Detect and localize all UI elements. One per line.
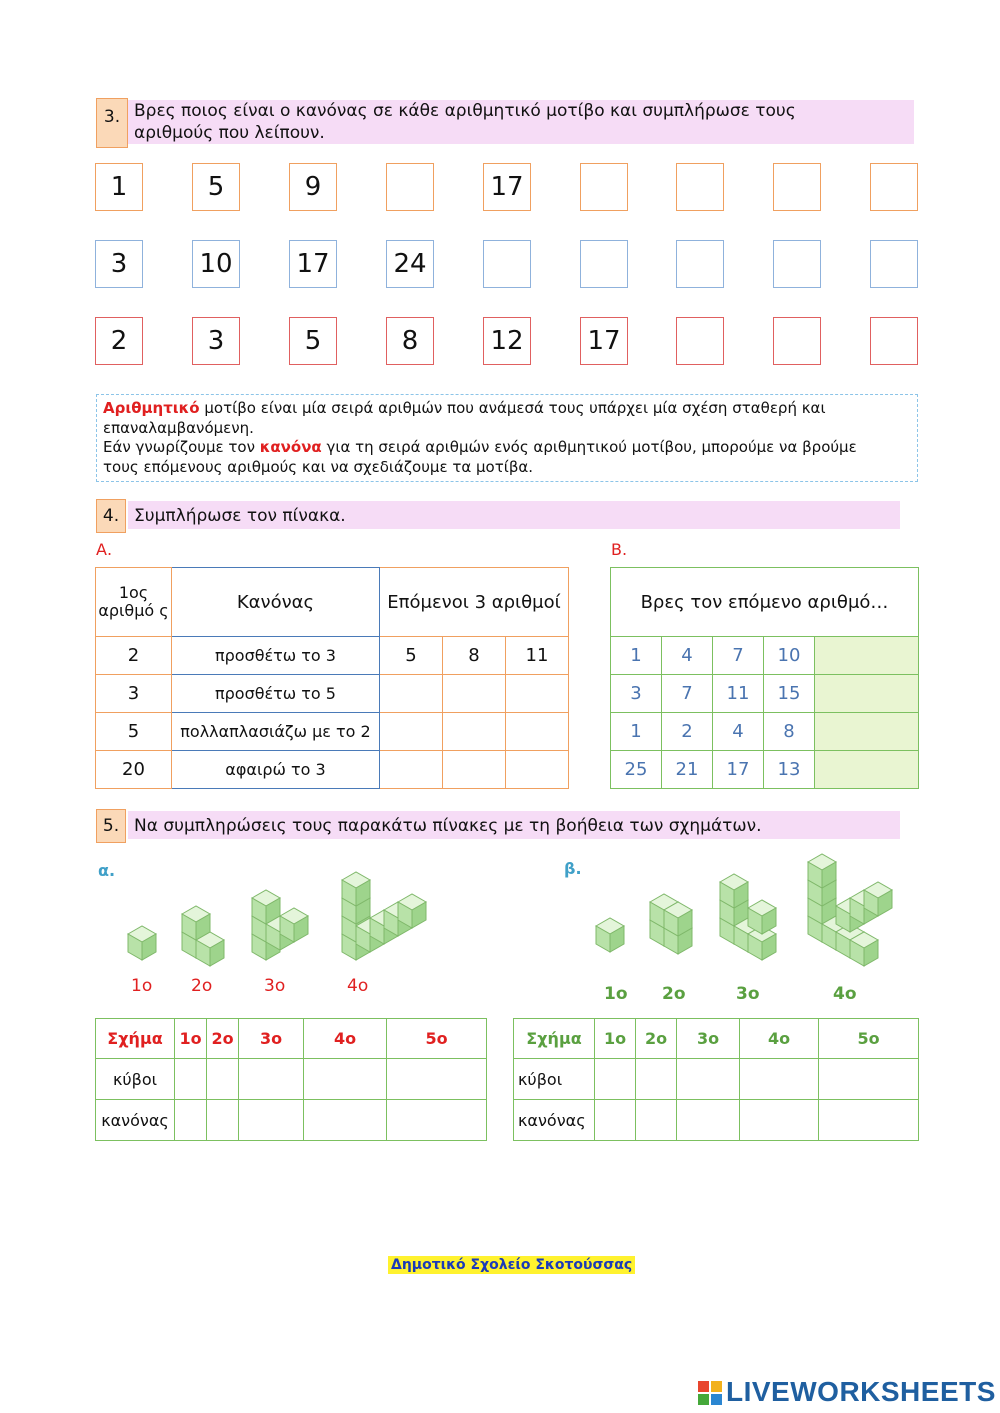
answer-cell[interactable] [595,1059,636,1100]
sequence-number: 8 [764,713,815,751]
answer-input[interactable] [871,241,917,287]
figure-label: 1ο [131,976,153,996]
cube-shape [280,908,308,942]
sequence-number: 7 [662,675,713,713]
definition-line-4: τους επόμενους αριθμούς και να σχεδιάζουμε τα μοτίβα. [103,457,534,476]
row-label-cubes: κύβοι [96,1059,175,1100]
row-label-rule: κανόνας [96,1100,175,1141]
ex4-title: Συμπλήρωσε τον πίνακα. [134,506,346,526]
answer-cell[interactable] [304,1059,387,1100]
answer-input[interactable] [774,241,820,287]
figure-label: 2ο [662,984,686,1004]
answer-box[interactable] [483,240,531,288]
number-box: 3 [95,240,143,288]
figure-label: 4ο [347,976,369,996]
number-box: 5 [192,163,240,211]
header-fig: 2ο [207,1019,239,1059]
ex3-instruction-line1: Βρες ποιος είναι ο κανόνας σε κάθε αριθμητικό μοτίβο και συμπλήρωσε τους [134,101,796,121]
number-box: 2 [95,317,143,365]
answer-box[interactable] [676,317,724,365]
rule-text: πολλαπλασιάζω με το 2 [172,713,380,751]
answer-cell[interactable] [819,1100,919,1141]
sequence-number: 1 [611,637,662,675]
sequence-number: 7 [713,637,764,675]
answer-cell[interactable] [239,1059,304,1100]
brand-wordmark[interactable]: LIVEWORKSHEETS [726,1376,996,1407]
number-box: 9 [289,163,337,211]
definition-line-2: επαναλαμβανόμενη. [103,418,254,437]
figure-label: 3ο [736,984,760,1004]
answer-cell[interactable] [443,751,506,789]
table-a-label: Α. [96,540,113,559]
cube-shape [850,932,878,966]
answer-cell[interactable] [815,675,919,713]
cube-shape [808,854,836,888]
number-box: 5 [289,317,337,365]
ex3-number: 3. [96,98,128,148]
answer-box[interactable] [870,240,918,288]
answer-cell[interactable] [636,1100,677,1141]
cube-shape [128,926,156,960]
sequence-number: 17 [713,751,764,789]
cube-shape [182,906,210,940]
answer-box[interactable] [773,163,821,211]
pattern-b-label: β. [564,859,582,878]
header-fig: 4ο [740,1019,819,1059]
sequence-number: 21 [662,751,713,789]
answer-cell[interactable] [506,751,569,789]
rule-table [95,567,569,789]
cube-figures-a [120,856,440,976]
cube-table-b [513,1018,919,1141]
definition-text: Εάν γνωρίζουμε τον [103,438,260,456]
sequence-number: 25 [611,751,662,789]
sequence-number: 1 [611,713,662,751]
cube-shape [398,894,426,928]
definition-text: μοτίβο είναι μία σειρά αριθμών που ανάμεσά τους υπάρχει μία σχέση σταθερή και [199,399,826,417]
keyword-rule: κανόνα [259,438,322,456]
answer-box[interactable] [773,317,821,365]
answer-box[interactable] [870,163,918,211]
answer-input[interactable] [677,318,723,364]
definition-line-1 [103,399,911,419]
answer-input[interactable] [581,241,627,287]
answer-cell[interactable] [380,713,443,751]
answer-cell[interactable] [387,1059,487,1100]
sequence-number: 2 [662,713,713,751]
answer-cell[interactable] [239,1100,304,1141]
answer-cell[interactable] [595,1100,636,1141]
cube-shape [864,882,892,916]
next-number-table [610,567,919,789]
cube-figures-b [590,848,910,984]
answer-cell[interactable] [207,1100,239,1141]
table-b-label: Β. [611,540,628,559]
header-fig: 4ο [304,1019,387,1059]
answer-cell[interactable] [740,1059,819,1100]
cube-table-a [95,1018,487,1141]
cube-shape [596,918,624,952]
header-fig: 2ο [636,1019,677,1059]
next-number-header: Βρες τον επόμενο αριθμό… [611,568,919,637]
number-box: 8 [386,317,434,365]
answer-input[interactable] [387,164,433,210]
figure-label: 4ο [833,984,857,1004]
answer-cell[interactable] [443,675,506,713]
header-next-numbers: Επόμενοι 3 αριθμοί [380,568,569,637]
rule-text: προσθέτω το 3 [172,637,380,675]
answer-cell[interactable] [304,1100,387,1141]
answer-cell[interactable] [815,751,919,789]
header-fig: 5ο [387,1019,487,1059]
number-box: 1 [95,163,143,211]
answer-cell[interactable] [506,675,569,713]
number-box: 10 [192,240,240,288]
answer-cell[interactable] [819,1059,919,1100]
answer-cell[interactable] [175,1100,207,1141]
answer-input[interactable] [677,164,723,210]
number-box: 17 [289,240,337,288]
rule-text: προσθέτω το 5 [172,675,380,713]
answer-cell[interactable] [380,675,443,713]
cube-shape [748,900,776,934]
header-fig: 3ο [677,1019,740,1059]
sequence-number: 3 [611,675,662,713]
figure-label: 2ο [191,976,213,996]
definition-box [96,394,918,482]
header-fig: 3ο [239,1019,304,1059]
answer-box[interactable] [676,163,724,211]
keyword-arithmetic: Αριθμητικό [103,399,200,417]
answer-cell[interactable] [677,1100,740,1141]
cube-shape [720,874,748,908]
number-box: 17 [483,163,531,211]
ex5-title: Να συμπληρώσεις τους παρακάτω πίνακες με τη βοήθεια των σχημάτων. [134,816,762,836]
first-number: 5 [96,713,172,751]
answer-cell[interactable] [207,1059,239,1100]
ex5-number: 5. [96,809,126,843]
header-fig: 1ο [595,1019,636,1059]
answer-cell[interactable] [506,713,569,751]
answer-box[interactable] [386,163,434,211]
sequence-number: 11 [713,675,764,713]
definition-text: για τη σειρά αριθμών ενός αριθμητικού μοτίβου, μπορούμε να βρούμε [321,438,857,456]
header-shape: Σχήμα [514,1019,595,1059]
cube-shape [342,872,370,906]
row-label-cubes: κύβοι [514,1059,595,1100]
header-fig: 1ο [175,1019,207,1059]
pattern-a-label: α. [98,861,116,880]
sequence-number: 10 [764,637,815,675]
answer-box[interactable] [580,163,628,211]
sequence-number: 13 [764,751,815,789]
next-number: 8 [443,637,506,675]
next-number: 11 [506,637,569,675]
answer-box[interactable] [676,240,724,288]
number-box: 3 [192,317,240,365]
rule-text: αφαιρώ το 3 [172,751,380,789]
answer-input[interactable] [871,318,917,364]
answer-cell[interactable] [443,713,506,751]
first-number: 20 [96,751,172,789]
answer-box[interactable] [773,240,821,288]
ex3-instruction-line2: αριθμούς που λείπουν. [134,123,325,143]
figure-label: 3ο [264,976,286,996]
header-shape: Σχήμα [96,1019,175,1059]
number-box: 24 [386,240,434,288]
answer-box[interactable] [870,317,918,365]
sequence-number: 4 [662,637,713,675]
answer-cell[interactable] [815,637,919,675]
figure-label: 1ο [604,984,628,1004]
sequence-number: 15 [764,675,815,713]
answer-cell[interactable] [815,713,919,751]
next-number: 5 [380,637,443,675]
answer-box[interactable] [580,240,628,288]
answer-cell[interactable] [387,1100,487,1141]
first-number: 3 [96,675,172,713]
answer-input[interactable] [871,164,917,210]
definition-line-3 [103,438,911,458]
sequence-number: 4 [713,713,764,751]
answer-cell[interactable] [677,1059,740,1100]
number-box: 17 [580,317,628,365]
cube-shape [664,902,692,936]
answer-cell[interactable] [636,1059,677,1100]
answer-input[interactable] [484,241,530,287]
first-number: 2 [96,637,172,675]
answer-input[interactable] [581,164,627,210]
answer-cell[interactable] [740,1100,819,1141]
answer-input[interactable] [677,241,723,287]
answer-cell[interactable] [380,751,443,789]
answer-input[interactable] [774,318,820,364]
ex4-number: 4. [96,499,126,533]
answer-input[interactable] [774,164,820,210]
school-name: Δημοτικό Σχολείο Σκοτούσσας [388,1256,635,1274]
number-box: 12 [483,317,531,365]
header-rule: Κανόνας [172,568,380,637]
liveworksheets-logo-icon [698,1381,722,1405]
header-first-number: 1ος αριθμό ς [96,568,172,637]
header-fig: 5ο [819,1019,919,1059]
row-label-rule: κανόνας [514,1100,595,1141]
answer-cell[interactable] [175,1059,207,1100]
